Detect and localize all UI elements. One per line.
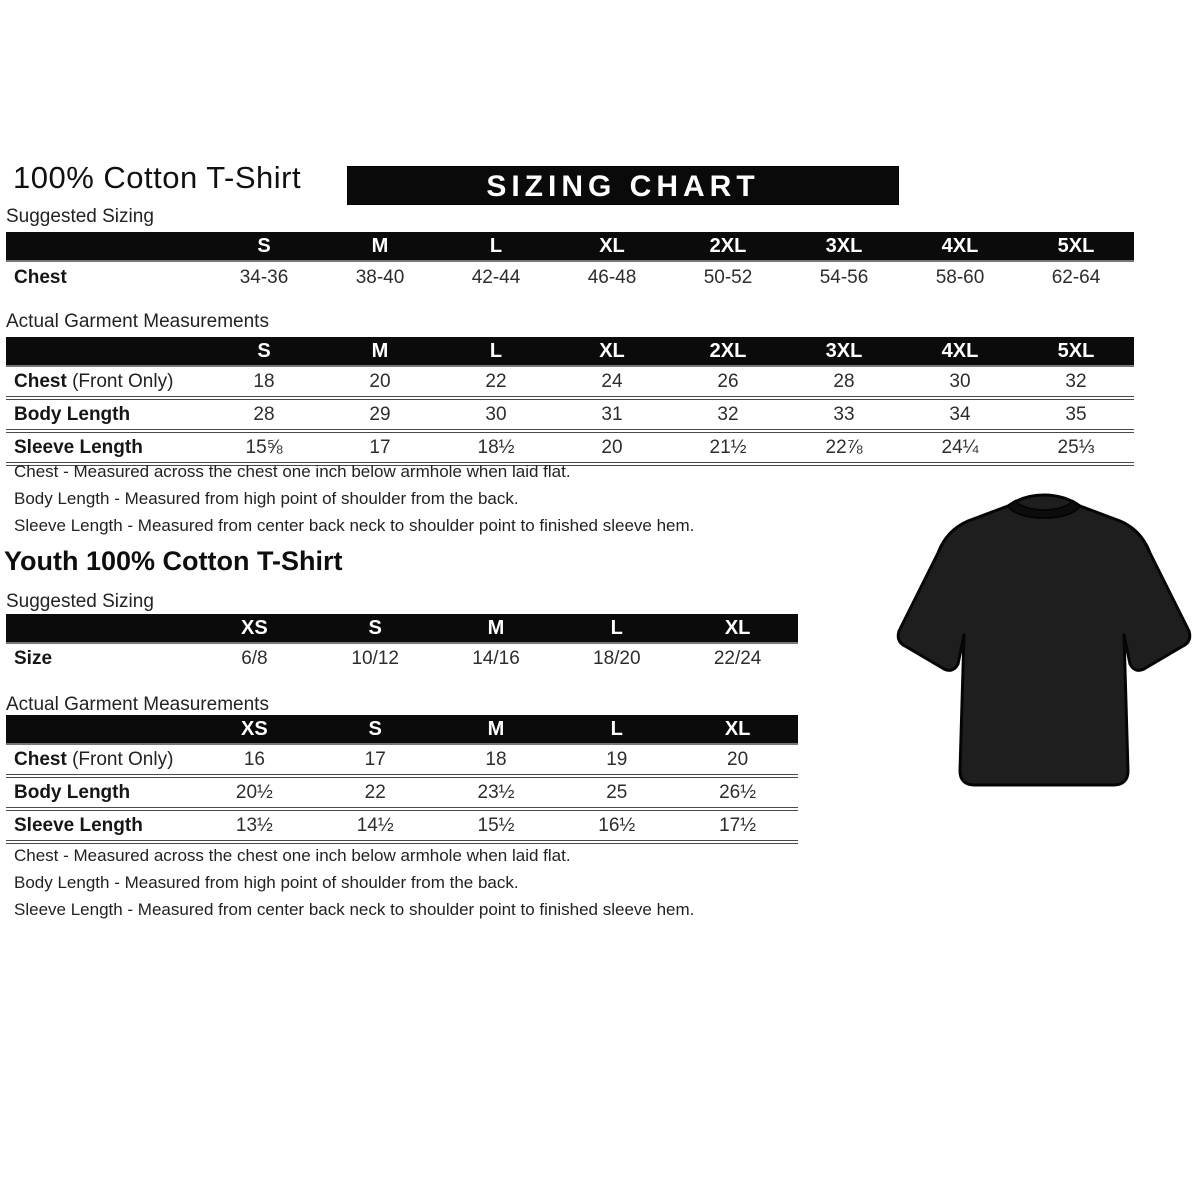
row-label: Chest bbox=[14, 266, 67, 288]
cell: 13½ bbox=[235, 814, 273, 836]
col-header: XL bbox=[554, 337, 670, 366]
cell: 20 bbox=[601, 436, 623, 458]
cell: 46-48 bbox=[587, 266, 637, 288]
row-label: Sleeve Length bbox=[14, 436, 143, 458]
cell: 15⅝ bbox=[245, 436, 283, 458]
cell: 19 bbox=[606, 748, 628, 770]
row-label: Chest (Front Only) bbox=[14, 370, 174, 392]
cell: 23½ bbox=[477, 781, 515, 803]
youth-measurement-notes bbox=[14, 842, 694, 923]
cell: 14/16 bbox=[472, 648, 520, 669]
table-header-row bbox=[6, 715, 798, 744]
cell: 18 bbox=[253, 370, 275, 392]
cell: 6/8 bbox=[241, 648, 268, 669]
note-sleeve-length: Sleeve Length - Measured from center back neck to shoulder point to finished sleeve hem. bbox=[14, 900, 695, 919]
col-header: 5XL bbox=[1018, 337, 1134, 366]
col-header: S bbox=[206, 232, 322, 261]
empty-header-cell bbox=[6, 232, 206, 261]
cell: 25 bbox=[606, 781, 628, 803]
cell: 18½ bbox=[477, 436, 515, 458]
table-row bbox=[6, 643, 798, 674]
cell: 25⅓ bbox=[1057, 436, 1095, 458]
col-header: L bbox=[438, 337, 554, 366]
cell: 33 bbox=[833, 403, 855, 425]
row-label-suffix: (Front Only) bbox=[66, 370, 174, 392]
cell: 22 bbox=[364, 781, 386, 803]
col-header: M bbox=[436, 614, 557, 643]
col-header: XL bbox=[677, 614, 798, 643]
youth-suggested-sizing-table bbox=[6, 614, 798, 674]
cell: 38-40 bbox=[355, 266, 405, 288]
cell: 42-44 bbox=[471, 266, 521, 288]
row-label-suffix: (Front Only) bbox=[66, 748, 174, 770]
adult-measurement-notes bbox=[14, 458, 694, 539]
note-sleeve-length: Sleeve Length - Measured from center back neck to shoulder point to finished sleeve hem. bbox=[14, 516, 695, 535]
col-header: L bbox=[556, 614, 677, 643]
cell: 20½ bbox=[235, 781, 273, 803]
cell: 34-36 bbox=[239, 266, 289, 288]
cell: 17½ bbox=[719, 814, 757, 836]
col-header: XS bbox=[194, 715, 315, 744]
col-header: S bbox=[315, 715, 436, 744]
cell: 24¼ bbox=[941, 436, 979, 458]
col-header: S bbox=[206, 337, 322, 366]
col-header: M bbox=[322, 337, 438, 366]
table-row bbox=[6, 261, 1134, 293]
youth-actual-measurements-table bbox=[6, 715, 798, 844]
cell: 32 bbox=[1065, 370, 1087, 392]
col-header: 4XL bbox=[902, 337, 1018, 366]
tshirt-body bbox=[898, 495, 1190, 785]
cell: 10/12 bbox=[351, 648, 399, 669]
col-header: 2XL bbox=[670, 337, 786, 366]
col-header: M bbox=[436, 715, 557, 744]
row-label: Chest (Front Only) bbox=[14, 748, 174, 770]
cell: 54-56 bbox=[819, 266, 869, 288]
youth-suggested-sizing-label: Suggested Sizing bbox=[6, 591, 154, 612]
cell: 17 bbox=[364, 748, 386, 770]
cell: 35 bbox=[1065, 403, 1087, 425]
row-label: Size bbox=[14, 648, 53, 669]
row-label: Sleeve Length bbox=[14, 814, 143, 836]
empty-header-cell bbox=[6, 614, 194, 643]
cell: 30 bbox=[485, 403, 507, 425]
sizing-chart-banner: SIZING CHART bbox=[347, 166, 899, 205]
table-header-row bbox=[6, 232, 1134, 261]
cell: 34 bbox=[949, 403, 971, 425]
col-header: 4XL bbox=[902, 232, 1018, 261]
cell: 21½ bbox=[709, 436, 747, 458]
table-header-row bbox=[6, 614, 798, 643]
table-row-chest bbox=[6, 744, 798, 776]
cell: 26 bbox=[717, 370, 739, 392]
cell: 20 bbox=[369, 370, 391, 392]
cell: 26½ bbox=[719, 781, 757, 803]
youth-actual-measurements-label: Actual Garment Measurements bbox=[6, 694, 269, 715]
cell: 20 bbox=[727, 748, 749, 770]
cell: 18/20 bbox=[593, 648, 641, 669]
col-header: S bbox=[315, 614, 436, 643]
note-body-length: Body Length - Measured from high point of shoulder from the back. bbox=[14, 489, 519, 508]
col-header: L bbox=[438, 232, 554, 261]
adult-actual-measurements-label: Actual Garment Measurements bbox=[6, 311, 269, 332]
cell: 58-60 bbox=[935, 266, 985, 288]
note-chest: Chest - Measured across the chest one inch below armhole when laid flat. bbox=[14, 846, 571, 865]
page-title: 100% Cotton T-Shirt bbox=[13, 160, 302, 195]
col-header: XL bbox=[677, 715, 798, 744]
cell: 18 bbox=[485, 748, 507, 770]
col-header: 2XL bbox=[670, 232, 786, 261]
cell: 28 bbox=[833, 370, 855, 392]
cell: 22/24 bbox=[713, 648, 762, 669]
table-row-body-length bbox=[6, 776, 798, 809]
cell: 32 bbox=[717, 403, 739, 425]
empty-header-cell bbox=[6, 337, 206, 366]
cell: 62-64 bbox=[1051, 266, 1101, 288]
adult-suggested-sizing-label: Suggested Sizing bbox=[6, 206, 154, 227]
note-chest: Chest - Measured across the chest one inch below armhole when laid flat. bbox=[14, 462, 571, 481]
table-row-chest bbox=[6, 366, 1134, 398]
cell: 17 bbox=[369, 436, 391, 458]
adult-actual-measurements-table bbox=[6, 337, 1134, 466]
cell: 30 bbox=[949, 370, 971, 392]
cell: 16 bbox=[243, 748, 265, 770]
cell: 14½ bbox=[356, 814, 394, 836]
table-header-row bbox=[6, 337, 1134, 366]
table-row-body-length bbox=[6, 398, 1134, 431]
row-label: Body Length bbox=[14, 781, 131, 803]
col-header: 3XL bbox=[786, 337, 902, 366]
col-header: L bbox=[556, 715, 677, 744]
youth-title: Youth 100% Cotton T-Shirt bbox=[4, 546, 343, 576]
row-label: Body Length bbox=[14, 403, 131, 425]
table-row-sleeve-length bbox=[6, 809, 798, 842]
tshirt-image bbox=[892, 484, 1196, 806]
col-header: M bbox=[322, 232, 438, 261]
cell: 16½ bbox=[598, 814, 636, 836]
col-header: 5XL bbox=[1018, 232, 1134, 261]
cell: 28 bbox=[253, 403, 275, 425]
adult-suggested-sizing-table bbox=[6, 232, 1134, 293]
cell: 24 bbox=[601, 370, 623, 392]
cell: 50-52 bbox=[703, 266, 753, 288]
col-header: 3XL bbox=[786, 232, 902, 261]
col-header: XS bbox=[194, 614, 315, 643]
cell: 29 bbox=[369, 403, 391, 425]
empty-header-cell bbox=[6, 715, 194, 744]
note-body-length: Body Length - Measured from high point of shoulder from the back. bbox=[14, 873, 519, 892]
cell: 22⅞ bbox=[825, 436, 863, 458]
cell: 22 bbox=[485, 370, 507, 392]
cell: 15½ bbox=[477, 814, 515, 836]
cell: 31 bbox=[601, 403, 623, 425]
col-header: XL bbox=[554, 232, 670, 261]
